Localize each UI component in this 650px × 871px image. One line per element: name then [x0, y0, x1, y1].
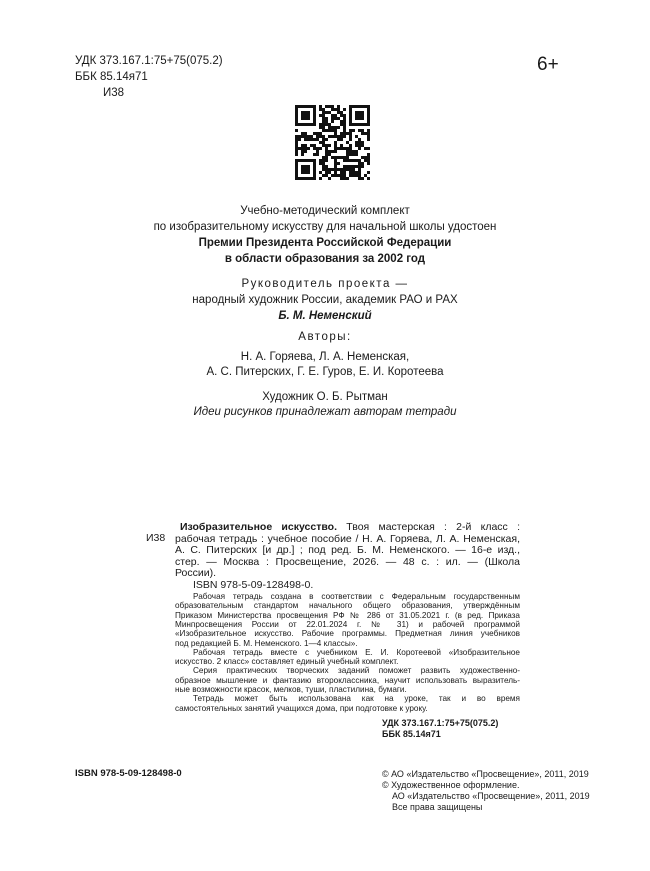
qr-module — [316, 138, 319, 141]
qr-module — [343, 174, 346, 177]
qr-module — [361, 162, 364, 165]
qr-module — [361, 144, 364, 147]
qr-module — [343, 114, 346, 117]
qr-module — [337, 108, 340, 111]
qr-module — [328, 153, 331, 156]
qr-module — [340, 120, 343, 123]
qr-module — [337, 162, 340, 165]
qr-module — [349, 171, 352, 174]
qr-module — [325, 138, 328, 141]
qr-module — [337, 126, 340, 129]
qr-module — [322, 126, 325, 129]
qr-module — [334, 159, 337, 162]
qr-module — [295, 135, 298, 138]
qr-module — [346, 159, 349, 162]
qr-module — [349, 174, 352, 177]
qr-module — [328, 171, 331, 174]
qr-module — [355, 150, 358, 153]
copyright-line: АО «Издательство «Просвещение», 2011, 2019 — [392, 791, 590, 801]
qr-module — [322, 114, 325, 117]
qr-module — [325, 123, 328, 126]
qr-module — [349, 150, 352, 153]
qr-module — [328, 105, 331, 108]
qr-module — [349, 147, 352, 150]
qr-module — [325, 117, 328, 120]
qr-module — [307, 138, 310, 141]
qr-module — [322, 156, 325, 159]
artist-line: Художник О. Б. Рытман — [262, 391, 388, 403]
qr-module — [337, 168, 340, 171]
qr-module — [358, 171, 361, 174]
bib-line: рабочая тетрадь : учебное пособие / Н. А. Горяева, Л. А. Неменская, — [175, 532, 520, 545]
qr-module — [334, 108, 337, 111]
qr-module — [319, 123, 322, 126]
qr-module — [358, 147, 361, 150]
qr-module — [331, 120, 334, 123]
qr-module — [337, 135, 340, 138]
qr-module — [325, 159, 328, 162]
qr-module — [352, 171, 355, 174]
bib-line: России). — [175, 567, 217, 579]
qr-module — [322, 144, 325, 147]
age-rating: 6+ — [537, 54, 559, 75]
qr-module — [349, 168, 352, 171]
qr-module — [340, 156, 343, 159]
rights-reserved: Все права защищены — [392, 802, 483, 812]
qr-module — [367, 147, 370, 150]
qr-module — [331, 135, 334, 138]
qr-module — [295, 138, 298, 141]
qr-module — [301, 135, 304, 138]
qr-module — [328, 177, 331, 180]
qr-module — [319, 114, 322, 117]
qr-module — [319, 105, 322, 108]
annotation-line: искусство. 2 класс» составляет единый учебный комплект. — [175, 657, 399, 667]
qr-module — [340, 144, 343, 147]
qr-module — [304, 132, 307, 135]
qr-module — [319, 171, 322, 174]
qr-module — [334, 171, 337, 174]
qr-module — [340, 177, 343, 180]
qr-module — [325, 153, 328, 156]
qr-module — [358, 138, 361, 141]
qr-module — [295, 150, 298, 153]
qr-module — [340, 111, 343, 114]
qr-module — [313, 132, 316, 135]
qr-module — [325, 120, 328, 123]
qr-module — [355, 174, 358, 177]
annotation-line: под редакцией Б. М. Неменского. 1—4 классы». — [175, 638, 358, 648]
qr-module — [346, 156, 349, 159]
qr-module — [367, 129, 370, 132]
qr-module — [313, 147, 316, 150]
qr-module — [328, 150, 331, 153]
qr-module — [322, 165, 325, 168]
bib-code: И38 — [146, 532, 166, 544]
qr-module — [319, 147, 322, 150]
qr-module — [337, 156, 340, 159]
qr-module — [334, 135, 337, 138]
qr-module — [301, 147, 304, 150]
qr-module — [334, 162, 337, 165]
award-line: Премии Президента Российской Федерации — [198, 237, 452, 249]
qr-module — [349, 159, 352, 162]
qr-module — [352, 174, 355, 177]
qr-module — [367, 159, 370, 162]
qr-module — [295, 147, 298, 150]
qr-module — [349, 144, 352, 147]
qr-code — [295, 105, 370, 180]
qr-module — [313, 138, 316, 141]
qr-module — [334, 165, 337, 168]
copyright-line: © Художественное оформление. — [382, 780, 520, 790]
bib-text: Твоя мастерская : 2-й класс : — [346, 521, 520, 533]
annotation-line: Рабочая тетрадь создана в соответствии с Федеральным государственным — [193, 592, 520, 601]
qr-module — [328, 129, 331, 132]
qr-module — [301, 150, 304, 153]
qr-module — [352, 159, 355, 162]
annotation-line: Тетрадь может быть использована как на уроке, так и во время — [193, 694, 520, 704]
qr-module — [316, 132, 319, 135]
qr-module — [331, 126, 334, 129]
annotation-line: самостоятельных занятий учащихся дома, при подготовке к уроку. — [175, 703, 428, 713]
copyright-line: © АО «Издательство «Просвещение», 2011, 2019 — [382, 769, 589, 779]
qr-module — [322, 108, 325, 111]
qr-module — [358, 177, 361, 180]
qr-module — [340, 171, 343, 174]
qr-module — [349, 153, 352, 156]
qr-module — [316, 150, 319, 153]
qr-module — [364, 147, 367, 150]
qr-module — [346, 165, 349, 168]
qr-module — [355, 135, 358, 138]
qr-module — [319, 159, 322, 162]
qr-module — [319, 141, 322, 144]
qr-module — [295, 144, 298, 147]
qr-module — [319, 132, 322, 135]
qr-module — [334, 144, 337, 147]
qr-module — [295, 153, 298, 156]
qr-module — [346, 168, 349, 171]
qr-module — [328, 111, 331, 114]
qr-module — [331, 105, 334, 108]
qr-module — [340, 147, 343, 150]
authors-title: Авторы: — [298, 331, 352, 343]
qr-finder — [301, 111, 310, 120]
qr-module — [334, 150, 337, 153]
qr-module — [322, 159, 325, 162]
qr-module — [304, 138, 307, 141]
qr-module — [358, 168, 361, 171]
qr-module — [343, 117, 346, 120]
qr-module — [319, 135, 322, 138]
qr-module — [325, 111, 328, 114]
qr-module — [346, 147, 349, 150]
annotation-line: Серия практических творческих заданий поможет развить художественно- — [193, 666, 520, 676]
qr-module — [325, 105, 328, 108]
qr-module — [358, 144, 361, 147]
qr-module — [349, 138, 352, 141]
qr-module — [352, 168, 355, 171]
qr-module — [343, 135, 346, 138]
qr-module — [310, 144, 313, 147]
qr-module — [307, 135, 310, 138]
qr-module — [346, 150, 349, 153]
qr-module — [358, 162, 361, 165]
qr-module — [343, 108, 346, 111]
qr-module — [346, 132, 349, 135]
qr-module — [337, 147, 340, 150]
qr-module — [355, 144, 358, 147]
qr-module — [367, 162, 370, 165]
bib-line: А. С. Питерских [и др.] ; под ред. Б. М. Неменского. — 16-е изд., — [175, 544, 520, 556]
qr-module — [325, 174, 328, 177]
qr-module — [361, 165, 364, 168]
qr-module — [361, 141, 364, 144]
qr-module — [346, 177, 349, 180]
award-line: в области образования за 2002 год — [224, 253, 426, 265]
qr-module — [316, 153, 319, 156]
qr-module — [361, 156, 364, 159]
qr-finder — [301, 165, 310, 174]
annotation-bbk: ББК 85.14я71 — [382, 729, 441, 739]
qr-module — [337, 138, 340, 141]
qr-module — [301, 153, 304, 156]
leader-title: Руководитель проекта — — [241, 278, 409, 290]
qr-module — [334, 168, 337, 171]
qr-module — [340, 174, 343, 177]
annotation-line: образное мышление и фантазию второклассника, научит использовать выразитель- — [175, 675, 520, 685]
qr-module — [343, 132, 346, 135]
udk-code: УДК 373.167.1:75+75(075.2) — [75, 55, 223, 67]
qr-module — [340, 138, 343, 141]
qr-module — [355, 159, 358, 162]
qr-module — [331, 129, 334, 132]
qr-module — [322, 123, 325, 126]
qr-module — [331, 168, 334, 171]
qr-module — [325, 129, 328, 132]
qr-module — [346, 141, 349, 144]
qr-module — [334, 129, 337, 132]
qr-module — [328, 126, 331, 129]
artist-note: Идеи рисунков принадлежат авторам тетради — [193, 406, 457, 418]
qr-module — [355, 165, 358, 168]
qr-module — [334, 147, 337, 150]
qr-module — [334, 156, 337, 159]
leader-desc: народный художник России, академик РАО и РАХ — [192, 294, 458, 306]
qr-module — [322, 168, 325, 171]
qr-module — [334, 114, 337, 117]
qr-module — [367, 177, 370, 180]
bbk-code: ББК 85.14я71 — [75, 71, 148, 83]
qr-module — [367, 153, 370, 156]
qr-module — [358, 165, 361, 168]
qr-module — [319, 108, 322, 111]
qr-module — [352, 150, 355, 153]
qr-module — [304, 144, 307, 147]
qr-module — [325, 171, 328, 174]
qr-module — [349, 165, 352, 168]
qr-module — [322, 117, 325, 120]
qr-module — [364, 156, 367, 159]
qr-module — [358, 174, 361, 177]
qr-module — [340, 132, 343, 135]
qr-module — [337, 117, 340, 120]
qr-module — [346, 153, 349, 156]
qr-module — [301, 144, 304, 147]
qr-module — [352, 165, 355, 168]
qr-module — [337, 111, 340, 114]
qr-module — [331, 114, 334, 117]
qr-module — [343, 171, 346, 174]
bib-title: Изобразительное искусство. — [180, 521, 338, 533]
qr-module — [349, 132, 352, 135]
annotation-udk: УДК 373.167.1:75+75(075.2) — [382, 718, 499, 728]
qr-module — [325, 168, 328, 171]
qr-module — [367, 135, 370, 138]
qr-module — [310, 138, 313, 141]
qr-module — [334, 126, 337, 129]
annotation-line: Приказом Министерства просвещения РФ № 286 от 31.05.2021 г. (в ред. Приказа — [175, 610, 520, 620]
qr-finder — [355, 111, 364, 120]
bib-isbn: ISBN 978-5-09-128498-0. — [193, 578, 314, 591]
qr-module — [367, 156, 370, 159]
qr-module — [334, 141, 337, 144]
qr-module — [364, 159, 367, 162]
qr-module — [331, 150, 334, 153]
qr-module — [322, 174, 325, 177]
qr-module — [340, 135, 343, 138]
qr-module — [319, 126, 322, 129]
qr-module — [331, 174, 334, 177]
qr-module — [301, 132, 304, 135]
qr-module — [349, 129, 352, 132]
qr-module — [328, 135, 331, 138]
qr-module — [343, 165, 346, 168]
annotation-line: образовательным стандартом начального общего образования, утверждённым — [175, 601, 520, 611]
qr-module — [298, 147, 301, 150]
qr-module — [325, 150, 328, 153]
qr-module — [352, 153, 355, 156]
qr-module — [367, 171, 370, 174]
qr-module — [367, 132, 370, 135]
qr-module — [322, 162, 325, 165]
qr-module — [322, 141, 325, 144]
qr-module — [295, 141, 298, 144]
qr-module — [313, 153, 316, 156]
qr-module — [361, 132, 364, 135]
qr-module — [343, 156, 346, 159]
annotation-line: Минпросвещения России от 22.01.2024 г. № 31) и рабочей программой — [175, 619, 520, 629]
qr-module — [343, 126, 346, 129]
qr-module — [355, 171, 358, 174]
qr-module — [358, 129, 361, 132]
authors-line: Н. А. Горяева, Л. А. Неменская, — [240, 351, 410, 363]
authors-line: А. С. Питерских, Г. Е. Гуров, Е. И. Коротеева — [206, 366, 444, 378]
qr-module — [358, 141, 361, 144]
qr-module — [343, 147, 346, 150]
qr-module — [334, 132, 337, 135]
author-mark: И38 — [103, 87, 125, 99]
qr-module — [361, 129, 364, 132]
qr-module — [361, 177, 364, 180]
qr-module — [343, 129, 346, 132]
qr-module — [343, 177, 346, 180]
qr-module — [343, 123, 346, 126]
qr-module — [343, 159, 346, 162]
qr-module — [316, 135, 319, 138]
qr-module — [355, 141, 358, 144]
qr-module — [331, 108, 334, 111]
qr-module — [319, 162, 322, 165]
qr-module — [322, 129, 325, 132]
qr-module — [355, 153, 358, 156]
qr-module — [352, 129, 355, 132]
qr-module — [337, 105, 340, 108]
qr-module — [316, 147, 319, 150]
qr-module — [298, 138, 301, 141]
qr-module — [295, 129, 298, 132]
qr-module — [298, 135, 301, 138]
qr-module — [340, 114, 343, 117]
qr-module — [310, 135, 313, 138]
qr-module — [328, 123, 331, 126]
qr-module — [364, 174, 367, 177]
qr-module — [349, 135, 352, 138]
qr-module — [334, 174, 337, 177]
qr-module — [313, 144, 316, 147]
annotation-line: ные возможности красок, мелков, туши, пластилина, бумаги. — [175, 685, 407, 694]
qr-module — [304, 135, 307, 138]
qr-module — [337, 174, 340, 177]
qr-module — [340, 123, 343, 126]
qr-module — [358, 159, 361, 162]
leader-name: Б. М. Неменский — [278, 310, 372, 322]
annotation-line: Рабочая тетрадь вместе с учебником Е. И. Коротеевой «Изобразительное — [193, 647, 520, 657]
qr-module — [322, 111, 325, 114]
qr-module — [343, 168, 346, 171]
annotation-line: «Изобразительное искусство. Рабочие программы. Предметная линия учебников — [175, 629, 520, 639]
qr-module — [307, 147, 310, 150]
qr-module — [325, 156, 328, 159]
qr-module — [322, 138, 325, 141]
qr-module — [319, 177, 322, 180]
qr-module — [322, 120, 325, 123]
qr-module — [304, 147, 307, 150]
footer-isbn: ISBN 978-5-09-128498-0 — [75, 768, 182, 779]
qr-module — [334, 117, 337, 120]
qr-module — [331, 156, 334, 159]
qr-module — [304, 150, 307, 153]
qr-module — [325, 147, 328, 150]
qr-module — [364, 132, 367, 135]
qr-module — [367, 138, 370, 141]
intro-line: по изобразительному искусству для начальной школы удостоен — [153, 221, 497, 233]
intro-line: Учебно-методический комплект — [240, 205, 410, 217]
qr-module — [325, 144, 328, 147]
qr-module — [325, 165, 328, 168]
qr-module — [328, 168, 331, 171]
bib-line — [175, 522, 520, 534]
qr-module — [322, 135, 325, 138]
qr-module — [331, 117, 334, 120]
bib-line: стер. — Москва : Просвещение, 2026. — 48 с. : ил. — (Школа — [175, 555, 520, 568]
qr-module — [328, 144, 331, 147]
qr-module — [340, 168, 343, 171]
qr-module — [343, 120, 346, 123]
